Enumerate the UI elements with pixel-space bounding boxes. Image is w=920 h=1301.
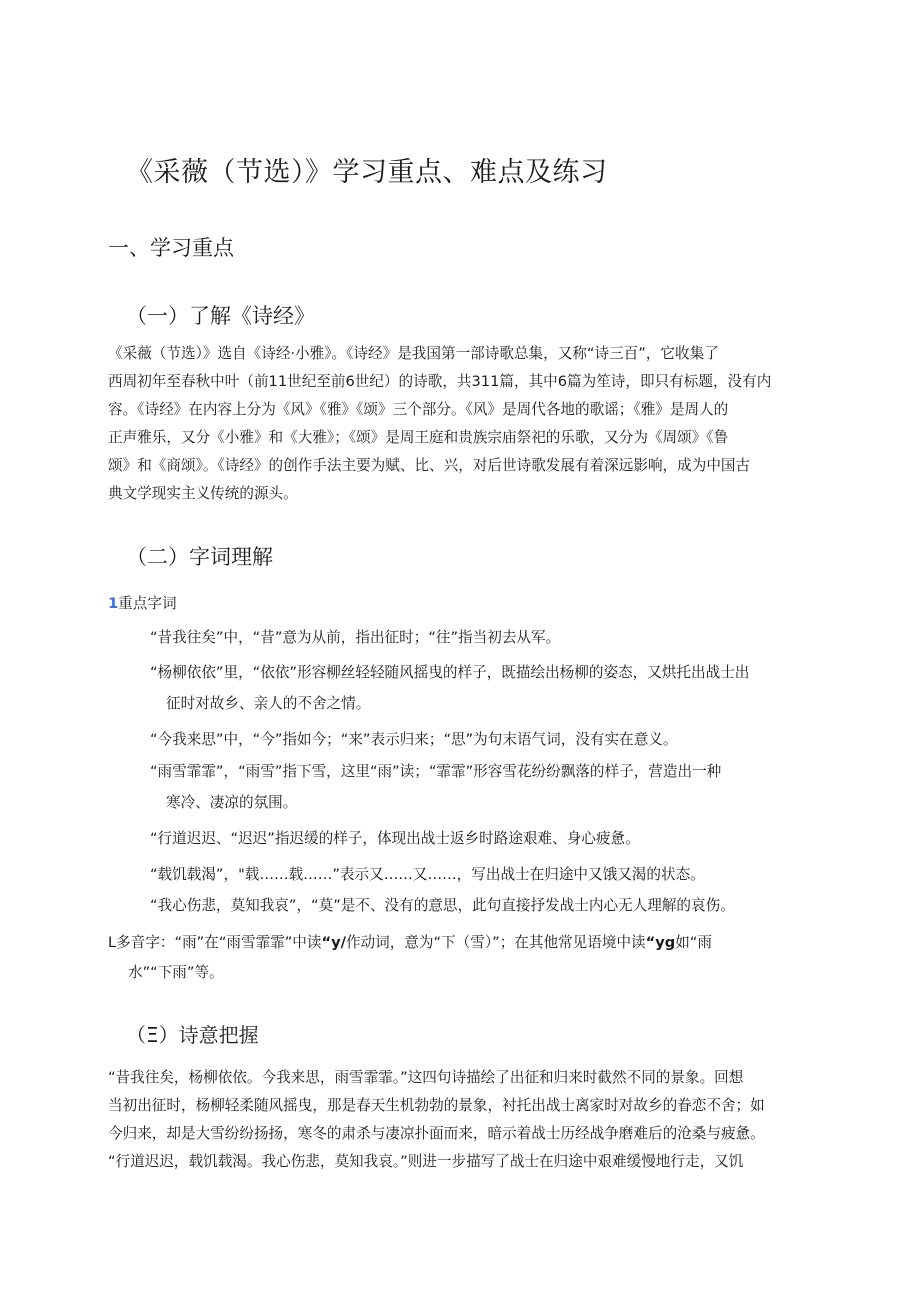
subsection-heading-poem-meaning: （Ξ）诗意把握 bbox=[126, 1023, 259, 1047]
pinyin-text: “y/ bbox=[321, 934, 346, 951]
sub-heading-key-words bbox=[108, 592, 177, 613]
subsection-heading-vocabulary: （二）字词理解 bbox=[126, 545, 273, 569]
vocab-item bbox=[150, 657, 810, 719]
section-heading-study-focus: 一、学习重点 bbox=[108, 236, 234, 260]
subsection-heading-shijing: （一）了解《诗经》 bbox=[126, 304, 315, 328]
vocab-item-continuation: 寒冷、凄凉的氛围。 bbox=[166, 794, 298, 811]
vocab-item bbox=[150, 890, 810, 921]
list-number: 1 bbox=[108, 595, 119, 612]
page-title: 《采薇（节选）》学习重点、难点及练习 bbox=[126, 157, 608, 188]
vocab-item bbox=[150, 622, 810, 653]
note-text: 作动词，意为“下（雪）”；在其他常见语境中读 bbox=[345, 934, 646, 951]
note-text: L多音字：“雨”在“雨雪霏霏”中读 bbox=[108, 934, 322, 951]
paragraph-line: 典文学现实主义传统的源头。 bbox=[108, 485, 298, 502]
vocab-item-text: “行道迟迟、“迟迟”指迟缓的样子，体现出战士返乡时路途艰难、身心疲惫。 bbox=[150, 830, 640, 847]
vocab-item bbox=[150, 724, 810, 755]
vocab-item-text: “我心伤悲，莫知我哀”，“莫”是不、没有的意思，此句直接抒发战士内心无人理解的哀伤。 bbox=[150, 897, 735, 914]
sub-heading-label: 重点字词 bbox=[118, 595, 177, 612]
paragraph-shijing-intro bbox=[108, 340, 808, 508]
paragraph-line: 容。《诗经》在内容上分为《风》《雅》《颂》三个部分。《风》是周代各地的歌谣；《雅》是周人的 bbox=[108, 401, 729, 418]
paragraph-line: 西周初年至春秋中叶（前11世纪至前6世纪）的诗歌，共311篇，其中6篇为笙诗，即只有标题，没有内 bbox=[108, 373, 772, 390]
paragraph-line: 颂》和《商颂》。《诗经》的创作手法主要为赋、比、兴，对后世诗歌发展有着深远影响，成为中国古 bbox=[108, 457, 751, 474]
note-continuation: 水”“下雨”等。 bbox=[128, 964, 224, 981]
polyphone-note bbox=[108, 928, 813, 988]
paragraph-line: 《采薇（节选）》选自《诗经·小雅》。《诗经》是我国第一部诗歌总集，又称“诗三百”，它收集了 bbox=[108, 345, 719, 362]
vocab-item-text: “杨柳依依”里，“依依”形容柳丝轻轻随风摇曳的样子，既描绘出杨柳的姿态，又烘托出战士出 bbox=[150, 664, 750, 681]
vocab-item bbox=[150, 859, 810, 890]
vocab-item-text: “昔我往矣”中，“昔”意为从前，指出征时；“往”指当初去从军。 bbox=[150, 629, 561, 646]
pinyin-text: “yg bbox=[645, 934, 676, 951]
note-text: 如“雨 bbox=[675, 934, 712, 951]
vocab-item bbox=[150, 756, 810, 818]
paragraph-line: “行道迟迟，载饥载渴。我心伤悲，莫知我哀。”则进一步描写了战士在归途中艰难缓慢地行走，又饥 bbox=[108, 1153, 744, 1170]
paragraph-line: 今归来，却是大雪纷纷扬扬，寒冬的肃杀与凄凉扑面而来，暗示着战士历经战争磨难后的沧桑与疲惫。 bbox=[108, 1125, 765, 1142]
vocab-item-text: “载饥载渴”，"载……载……”表示又……又……，写出战士在归途中又饿又渴的状态。 bbox=[150, 866, 705, 883]
vocab-item-continuation: 征时对故乡、亲人的不舍之情。 bbox=[166, 695, 371, 712]
paragraph-poem-meaning bbox=[108, 1064, 808, 1176]
paragraph-line: 正声雅乐，又分《小雅》和《大雅》；《颂》是周王庭和贵族宗庙祭祀的乐歌，又分为《周颂》《鲁 bbox=[108, 429, 729, 446]
paragraph-line: 当初出征时，杨柳轻柔随风摇曳，那是春天生机勃勃的景象，衬托出战士离家时对故乡的眷恋不舍；如 bbox=[108, 1097, 765, 1114]
vocab-item bbox=[150, 823, 810, 854]
vocab-item-text: “今我来思”中，“今”指如今；“来”表示归来；“思”为句末语气词，没有实在意义。 bbox=[150, 731, 678, 748]
vocab-item-text: “雨雪霏霏”，“雨雪”指下雪，这里“雨”读；“霏霏”形容雪花纷纷飘落的样子，营造出一种 bbox=[150, 763, 722, 780]
paragraph-line: “昔我往矣，杨柳依依。今我来思，雨雪霏霏。”这四句诗描绘了出征和归来时截然不同的景象。回想 bbox=[108, 1069, 744, 1086]
